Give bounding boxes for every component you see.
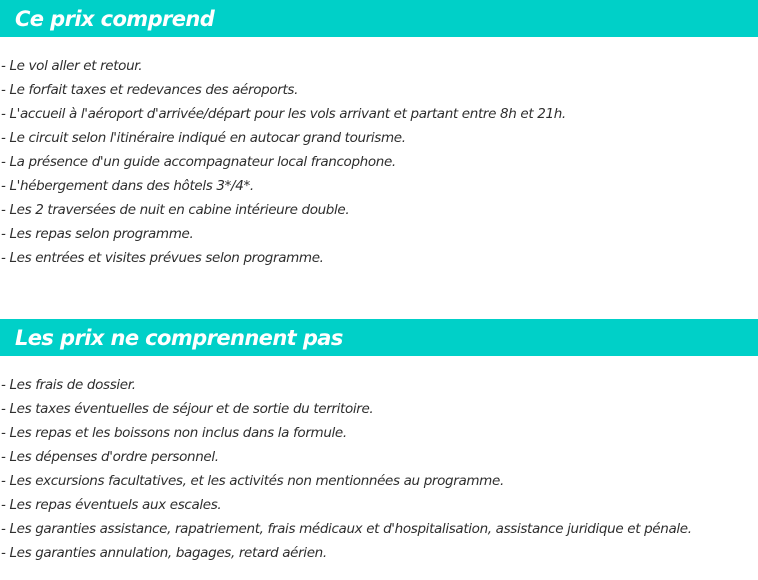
list-item: - Le vol aller et retour. (1, 58, 143, 74)
price-includes-header (0, 0, 758, 37)
list-item: - L'hébergement dans des hôtels 3*/4*. (1, 178, 254, 194)
list-item: - Les repas éventuels aux escales. (1, 497, 222, 513)
price-includes-section (0, 0, 758, 270)
list-item: - Les garanties annulation, bagages, retard aérien. (1, 545, 327, 561)
price-includes-list (0, 54, 758, 270)
list-item: - Les repas selon programme. (1, 226, 194, 242)
list-item: - Les garanties assistance, rapatriement, frais médicaux et d'hospitalisation, assistance juridique et pénale. (1, 521, 692, 537)
list-item: - Les dépenses d'ordre personnel. (1, 449, 219, 465)
price-excludes-title: Les prix ne comprennent pas (15, 325, 343, 350)
list-item: - Le forfait taxes et redevances des aéroports. (1, 82, 299, 98)
list-item: - Le circuit selon l'itinéraire indiqué en autocar grand tourisme. (1, 130, 406, 146)
price-includes-title: Ce prix comprend (15, 6, 215, 31)
price-excludes-header (0, 319, 758, 356)
list-item: - Les frais de dossier. (1, 377, 136, 393)
list-item: - Les 2 traversées de nuit en cabine intérieure double. (1, 202, 350, 218)
list-item: - Les taxes éventuelles de séjour et de sortie du territoire. (1, 401, 374, 417)
list-item: - L'accueil à l'aéroport d'arrivée/départ pour les vols arrivant et partant entre 8h et 21h. (1, 106, 566, 122)
list-item: - Les entrées et visites prévues selon programme. (1, 250, 324, 266)
list-item: - Les excursions facultatives, et les activités non mentionnées au programme. (1, 473, 504, 489)
price-excludes-section (0, 319, 758, 565)
list-item: - La présence d'un guide accompagnateur local francophone. (1, 154, 396, 170)
price-excludes-list (0, 373, 758, 565)
list-item: - Les repas et les boissons non inclus dans la formule. (1, 425, 347, 441)
